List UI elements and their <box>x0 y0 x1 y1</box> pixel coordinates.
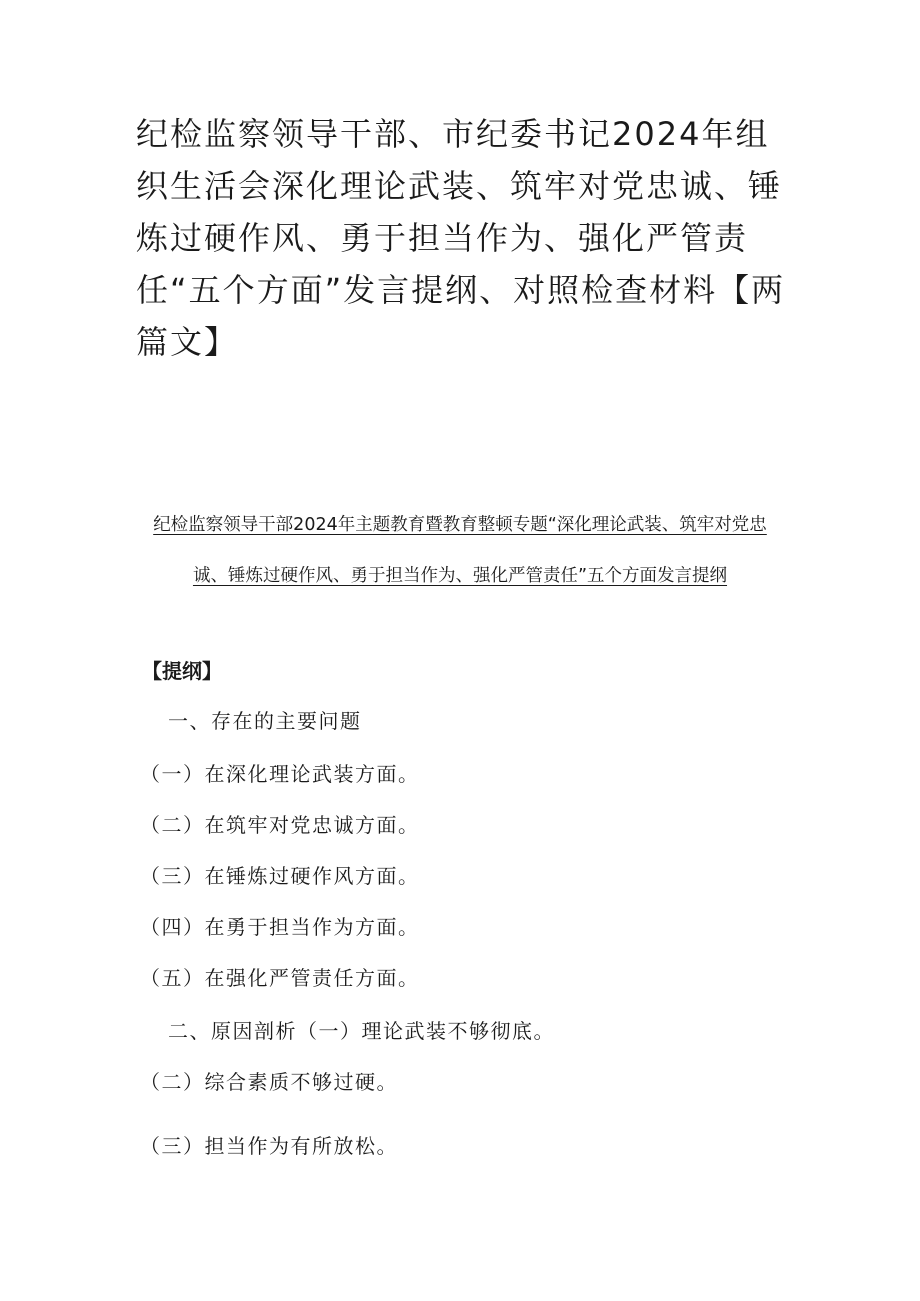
outline-heading-causes: 二、原因剖析（一）理论武装不够彻底。 <box>168 1019 555 1043</box>
outline-item: （一）在深化理论武装方面。 <box>140 762 420 786</box>
outline-item: （二）在筑牢对党忠诚方面。 <box>140 813 420 837</box>
outline-item: （五）在强化严管责任方面。 <box>140 966 420 990</box>
section-label-outline: 【提纲】 <box>142 659 222 683</box>
outline-item: （二）综合素质不够过硬。 <box>140 1070 398 1094</box>
outline-item: （三）在锤炼过硬作风方面。 <box>140 864 420 888</box>
document-title: 纪检监察领导干部、市纪委书记2024年组织生活会深化理论武装、筑牢对党忠诚、锤炼过硬作风、勇于担当作为、强化严管责任“五个方面”发言提纲、对照检查材料【两篇文】 <box>136 115 786 361</box>
outline-item: （四）在勇于担当作为方面。 <box>140 915 420 939</box>
document-subtitle: 纪检监察领导干部2024年主题教育暨教育整顿专题“深化理论武装、筑牢对党忠诚、锤炼过硬作风、勇于担当作为、强化严管责任”五个方面发言提纲 <box>153 515 767 586</box>
outline-item: （三）担当作为有所放松。 <box>140 1134 398 1158</box>
outline-heading-problems: 一、存在的主要问题 <box>168 709 362 733</box>
